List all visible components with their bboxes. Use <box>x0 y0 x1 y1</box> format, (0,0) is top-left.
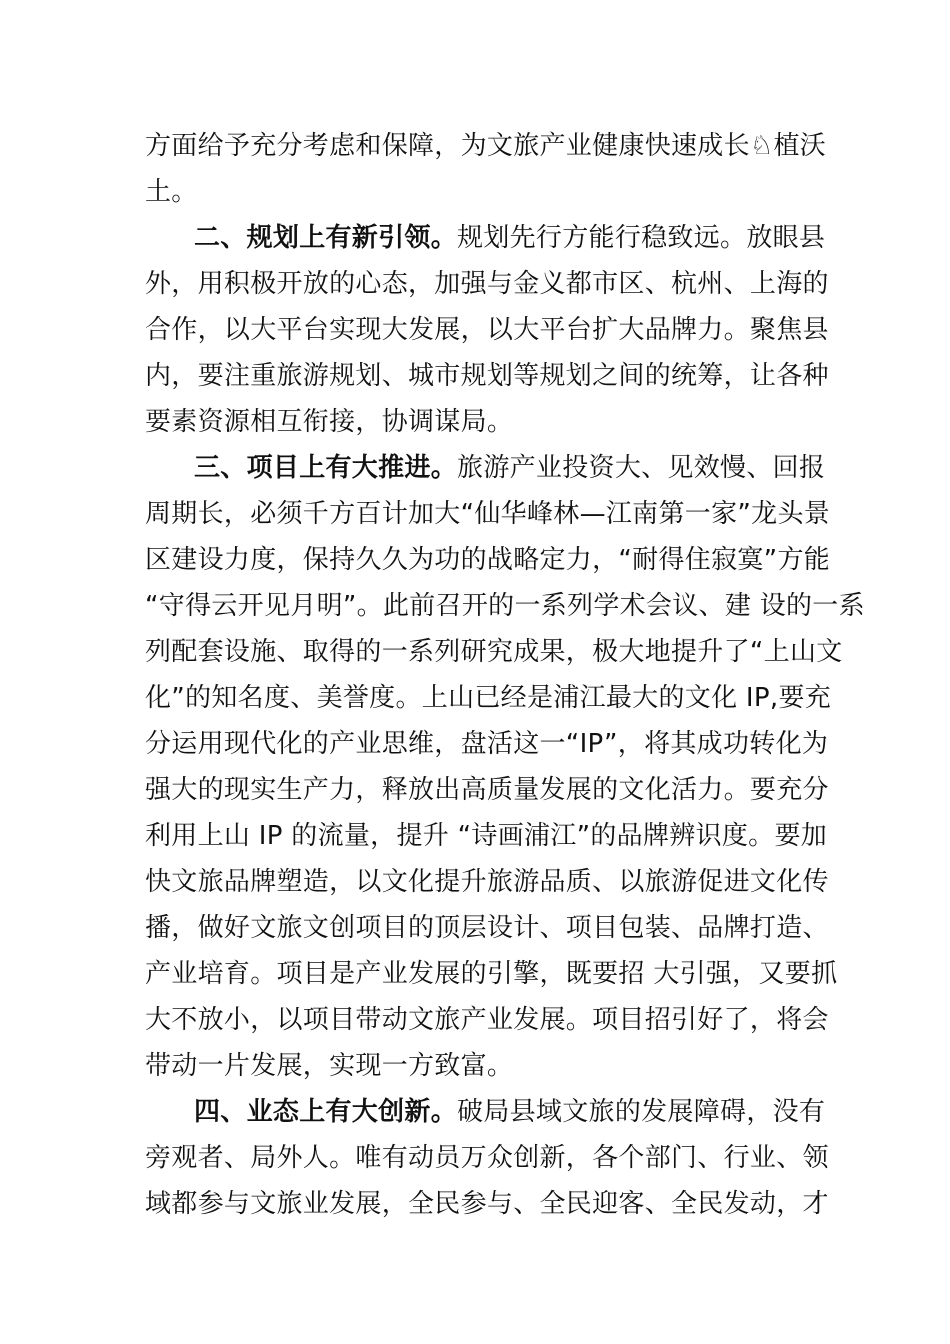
section-heading: 二、规划上有新引领。 <box>194 223 458 253</box>
text-run: 区建设力度，保持久久为功的战略定力，“耐得住寂寞”方能 <box>145 545 831 575</box>
text-line <box>145 540 830 580</box>
text-line <box>145 954 837 994</box>
text-run: 带动一片发展，实现一方致富。 <box>145 1051 514 1081</box>
text-run: 要素资源相互衔接，协调谋局。 <box>145 407 514 437</box>
text-line <box>145 402 513 442</box>
text-run: 破局县域文旅的发展障碍，没有 <box>457 1097 826 1127</box>
text-run: 产业培育。项目是产业发展的引擎，既要招 大引强，又要抓 <box>145 959 838 989</box>
text-line <box>145 494 830 534</box>
text-run: 合作，以大平台实现大发展，以大平台扩大品牌力。聚焦县 <box>145 315 829 345</box>
text-run: 化”的知名度、美誉度。上山已经是浦江最大的文化 IP,要充 <box>145 683 832 713</box>
section-heading: 四、业态上有大创新。 <box>194 1097 458 1127</box>
text-run: 外，用积极开放的心态，加强与金义都市区、杭州、上海的 <box>145 269 829 299</box>
text-run: 快文旅品牌塑造，以文化提升旅游品质、以旅游促进文化传 <box>145 867 829 897</box>
text-line <box>194 218 825 258</box>
text-run: 大不放小，以项目带动文旅产业发展。项目招引好了，将会 <box>145 1005 829 1035</box>
text-line <box>145 724 828 764</box>
text-run: 周期长，必须千方百计加大“仙华峰林—江南第一家”龙头景 <box>145 499 831 529</box>
text-run: 旅游产业投资大、见效慢、回报 <box>457 453 826 483</box>
text-run: 分运用现代化的产业思维，盘活这一“IP”，将其成功转化为 <box>145 729 829 759</box>
text-run: 播，做好文旅文创项目的顶层设计、项目包装、品牌打造、 <box>145 913 829 943</box>
text-line <box>145 1000 829 1040</box>
text-line <box>145 862 829 902</box>
text-run: “守得云开见月明”。此前召开的一系列学术会议、建 设的一系 <box>145 591 865 621</box>
text-line <box>145 310 829 350</box>
text-run: 方面给予充分考虑和保障，为文旅产业健康快速成长♘植沃 <box>145 131 827 161</box>
text-line <box>145 264 829 304</box>
text-line <box>145 770 829 810</box>
text-line <box>145 1046 513 1086</box>
section-heading: 三、项目上有大推进。 <box>194 453 458 483</box>
text-line <box>145 586 865 626</box>
text-run: 利用上山 IP 的流量，提升 “诗画浦江”的品牌辨识度。要加 <box>145 821 828 851</box>
text-run: 列配套设施、取得的一系列研究成果，极大地提升了“上山文 <box>145 637 843 667</box>
text-run: 内，要注重旅游规划、城市规划等规划之间的统筹，让各种 <box>145 361 829 391</box>
text-line <box>145 1184 829 1224</box>
text-run: 土。 <box>145 177 198 207</box>
text-run: 规划先行方能行稳致远。放眼县 <box>457 223 826 253</box>
text-run: 旁观者、局外人。唯有动员万众创新，各个部门、行业、领 <box>145 1143 829 1173</box>
text-line <box>145 1138 829 1178</box>
text-line <box>194 1092 825 1132</box>
text-line <box>145 632 843 672</box>
text-line <box>194 448 825 488</box>
text-line <box>145 126 826 166</box>
text-run: 域都参与文旅业发展，全民参与、全民迎客、全民发动，才 <box>145 1189 829 1219</box>
text-run: 强大的现实生产力，释放出高质量发展的文化活力。要充分 <box>145 775 829 805</box>
text-line <box>145 816 827 856</box>
text-line <box>145 172 198 212</box>
text-line <box>145 678 831 718</box>
text-line <box>145 356 829 396</box>
text-line <box>145 908 829 948</box>
